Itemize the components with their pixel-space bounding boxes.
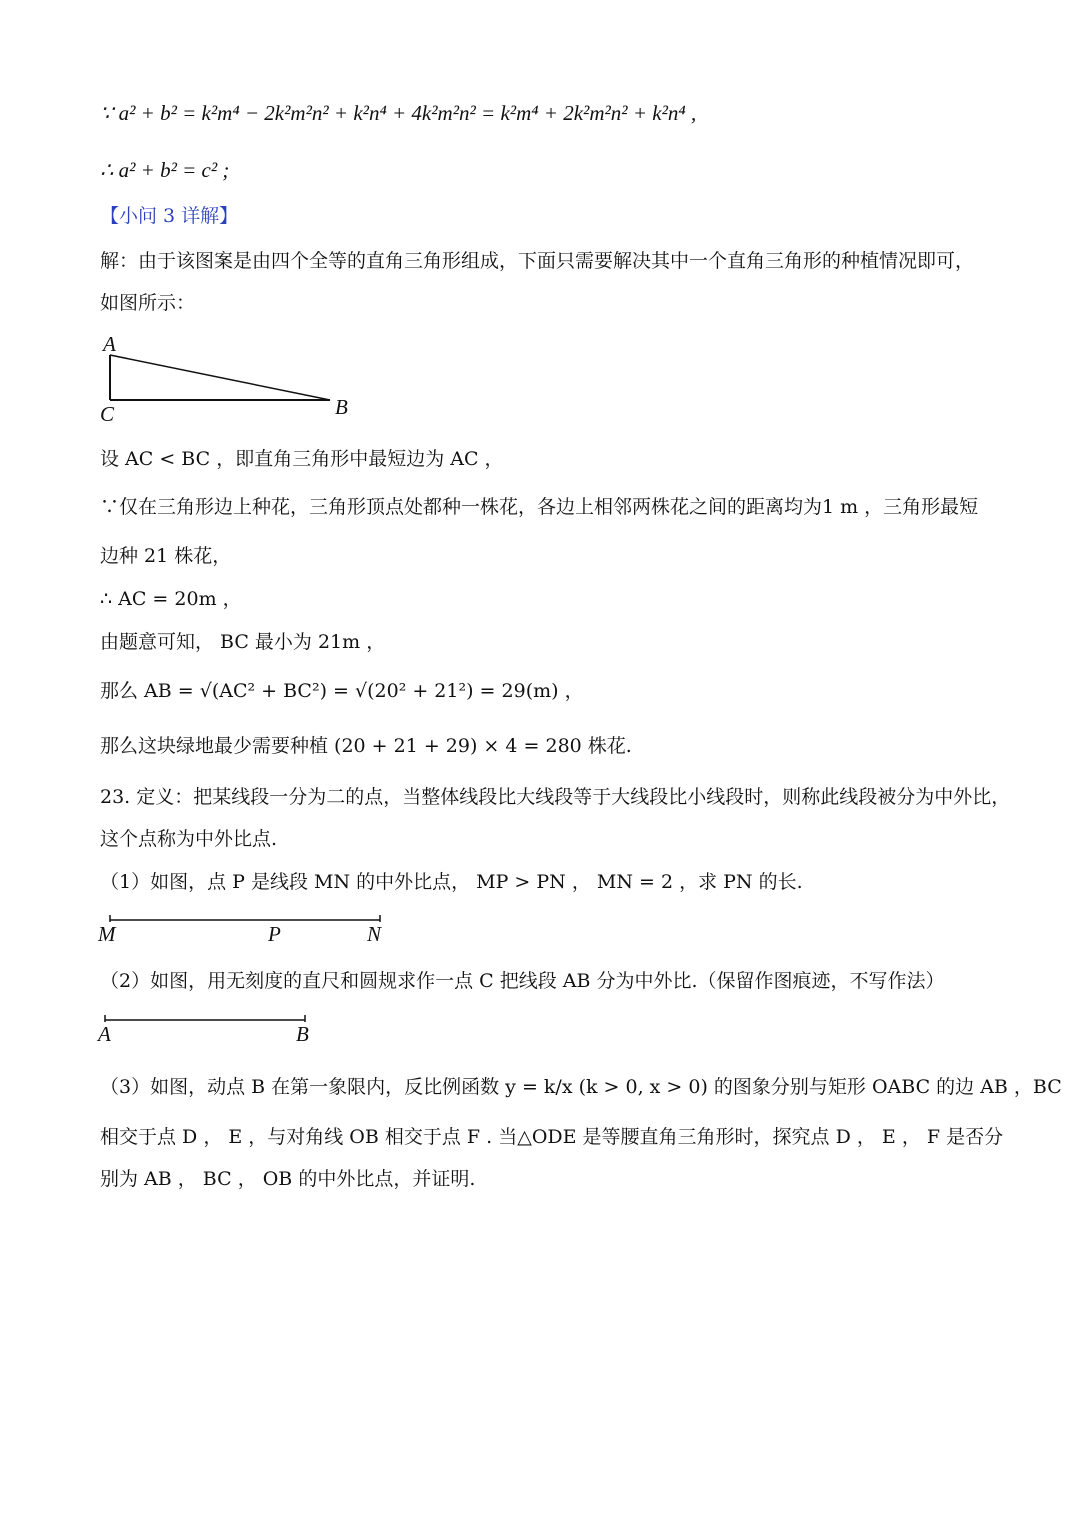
problem-23-part-3: （3）如图，动点 B 在第一象限内，反比例函数 y = k/x (k > 0, x > 0) 的图象分别与矩形 OABC 的边 AB ，BC: [100, 1076, 1062, 1098]
problem-23-definition-cont: 这个点称为中外比点.: [100, 828, 278, 850]
problem-23-part-3-end: 别为 AB ， BC ， OB 的中外比点，并证明.: [100, 1168, 476, 1190]
ab-calc-line: 那么 AB = √(AC² + BC²) = √(20² + 21²) = 29(m) ，: [100, 680, 584, 702]
segment-ab-figure: [100, 1010, 320, 1030]
vertex-label-b: B: [335, 395, 348, 419]
segment-mn-figure: [100, 910, 400, 930]
total-flowers-line: 那么这块绿地最少需要种植 (20 + 21 + 29) × 4 = 280 株花.: [100, 735, 632, 757]
point-label-m: M: [98, 922, 116, 946]
problem-23-part-1: （1）如图，点 P 是线段 MN 的中外比点， MP > PN ， MN = 2 ，求 PN 的长.: [100, 871, 803, 893]
right-triangle-figure: [100, 330, 360, 430]
point-label-a: A: [98, 1022, 111, 1046]
problem-23-part-3-cont: 相交于点 D ， E ，与对角线 OB 相交于点 F . 当△ODE 是等腰直角三角形时，探究点 D ， E ， F 是否分: [100, 1126, 1004, 1148]
point-label-p: P: [268, 922, 281, 946]
point-label-n: N: [367, 922, 382, 946]
equation-conclusion: ∴ a² + b² = c² ;: [100, 158, 230, 182]
figure-caption: 如图所示：: [100, 292, 196, 314]
problem-23-part-2: （2）如图，用无刻度的直尺和圆规求作一点 C 把线段 AB 分为中外比.（保留作图痕迹，不写作法）: [100, 970, 945, 992]
condition-line: ∵仅在三角形边上种花，三角形顶点处都种一株花，各边上相邻两株花之间的距离均为1 m ，三角形最短: [100, 496, 979, 518]
equation-sum-squares: ∵ a² + b² = k²m⁴ − 2k²m²n² + k²n⁴ + 4k²m²n² = k²m⁴ + 2k²m²n² + k²n⁴ ,: [100, 101, 697, 125]
point-label-b: B: [296, 1022, 309, 1046]
vertex-label-c: C: [100, 402, 115, 426]
bc-min-line: 由题意可知， BC 最小为 21m ，: [100, 631, 386, 653]
vertex-label-a: A: [103, 332, 116, 356]
assumption-line: 设 AC < BC ，即直角三角形中最短边为 AC ，: [100, 448, 504, 470]
condition-line-cont: 边种 21 株花，: [100, 545, 232, 567]
section-heading: 【小问 3 详解】: [100, 205, 239, 227]
ac-value-line: ∴ AC = 20m ，: [100, 588, 242, 610]
solution-intro: 解：由于该图案是由四个全等的直角三角形组成，下面只需要解决其中一个直角三角形的种植情况即可，: [100, 250, 975, 272]
problem-23-definition: 23. 定义：把某线段一分为二的点，当整体线段比大线段等于大线段比小线段时，则称此线段被分为中外比，: [100, 786, 1011, 808]
